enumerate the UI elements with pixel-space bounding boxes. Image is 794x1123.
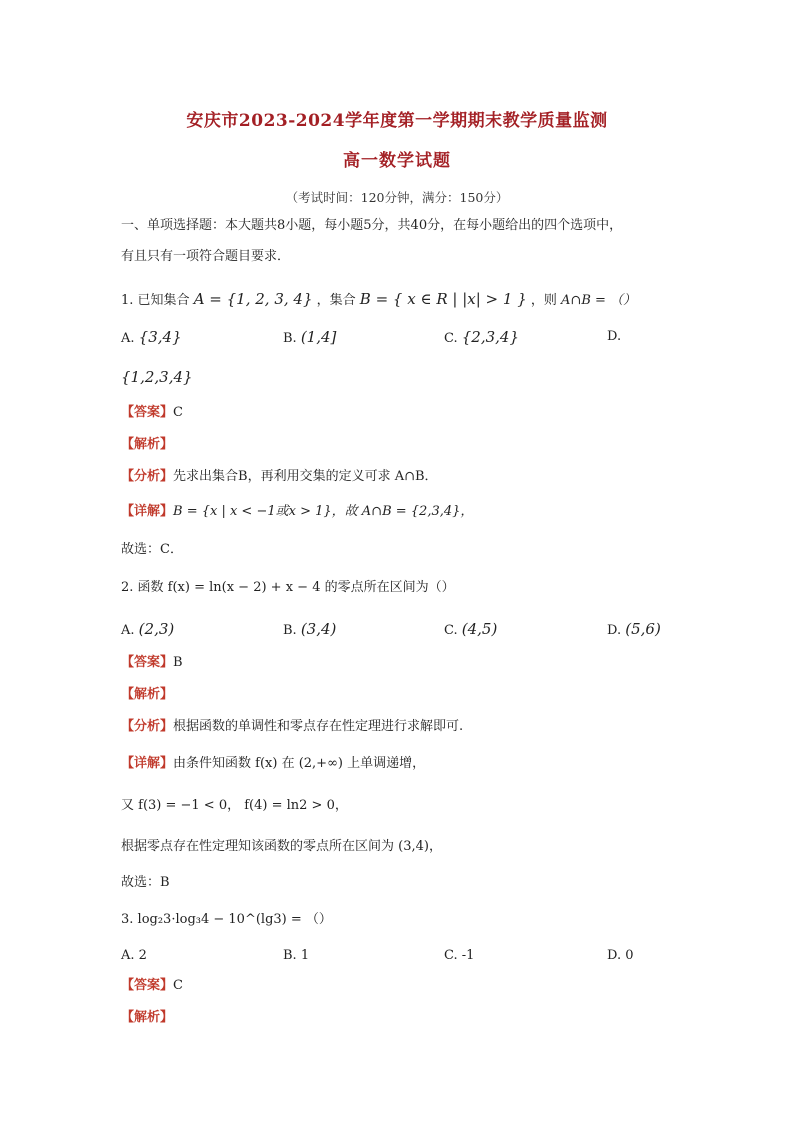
q1-analysis-tag <box>121 436 173 454</box>
option-value: {3,4} <box>138 328 182 346</box>
q1-set-a: A = {1, 2, 3, 4} <box>193 290 313 308</box>
exam-title: 安庆市2023-2024学年度第一学期期末教学质量监测 <box>186 111 608 131</box>
q1-option-d-value: {1,2,3,4} <box>121 368 193 386</box>
option-label: B. <box>283 948 297 963</box>
option-label: D. <box>607 948 622 963</box>
detail-text: 由条件知函数 f(x) 在 (2,+∞) 上单调递增， <box>173 756 426 771</box>
q1-detail <box>121 503 473 521</box>
q2-analysis-tag <box>121 686 173 704</box>
option-label: D. <box>607 623 622 638</box>
exam-subtitle: 高一数学试题 <box>343 151 451 171</box>
q1-suffix: ，则 <box>530 293 557 308</box>
answer-tag: 【答案】 <box>121 655 174 670</box>
q3-option-b <box>283 947 309 965</box>
option-label: A. <box>121 623 135 638</box>
option-label: B. <box>283 331 297 346</box>
option-value: (5,6) <box>625 620 661 638</box>
option-label: C. <box>444 948 458 963</box>
q2-option-b <box>283 620 336 640</box>
answer-value: B <box>173 655 183 670</box>
detail-tag: 【详解】 <box>121 756 174 771</box>
q1-set-b: B = { x ∈ R | |x| > 1 } <box>359 290 527 308</box>
q1-option-b <box>283 328 336 348</box>
option-value: (1,4] <box>300 328 337 346</box>
option-value: 0 <box>625 948 634 963</box>
detail-text: B = {x | x < −1或x > 1}，故 A∩B = {2,3,4}， <box>173 504 474 519</box>
option-value: -1 <box>461 948 475 963</box>
q2-fenxi <box>121 718 463 736</box>
q2-conclusion: 故选：B <box>121 875 170 890</box>
option-value: 1 <box>300 948 310 963</box>
detail-tag: 【详解】 <box>121 504 174 519</box>
option-value: 2 <box>138 948 147 963</box>
q2-detail <box>121 755 425 773</box>
q3-stem: 3. log₂3·log₃4 − 10^(lg3) = （） <box>121 912 332 927</box>
q3-option-c <box>444 947 474 965</box>
analysis-tag: 【解析】 <box>121 1010 174 1025</box>
q2-option-c <box>444 620 497 640</box>
exam-info: （考试时间：120分钟，满分：150分） <box>285 190 509 205</box>
q3-option-a <box>121 947 147 965</box>
option-label: A. <box>121 948 135 963</box>
answer-value: C <box>173 978 183 993</box>
section-heading-line2: 有且只有一项符合题目要求． <box>121 249 291 264</box>
q3-option-d <box>607 947 634 965</box>
option-value: (2,3) <box>138 620 175 638</box>
answer-tag: 【答案】 <box>121 978 174 993</box>
answer-value: C <box>173 405 183 420</box>
q1-option-c <box>444 328 519 348</box>
q1-conclusion: 故选：C． <box>121 542 183 557</box>
q2-answer <box>121 654 183 672</box>
option-label: D. <box>607 329 622 344</box>
q2-stem: 2. 函数 f(x) = ln(x − 2) + x − 4 的零点所在区间为（） <box>121 580 455 595</box>
q1-fenxi <box>121 468 438 486</box>
q2-detail2: 又 f(3) = −1 < 0， f(4) = ln2 > 0， <box>121 798 348 813</box>
fenxi-text: 先求出集合B，再利用交集的定义可求 A∩B． <box>173 469 438 484</box>
q2-detail3: 根据零点存在性定理知该函数的零点所在区间为 (3,4)， <box>121 839 442 854</box>
answer-tag: 【答案】 <box>121 405 174 420</box>
fenxi-tag: 【分析】 <box>121 719 174 734</box>
q1-option-d <box>607 328 621 346</box>
fenxi-tag: 【分析】 <box>121 469 174 484</box>
option-label: C. <box>444 623 458 638</box>
option-label: C. <box>444 331 458 346</box>
q3-analysis-tag <box>121 1009 173 1027</box>
option-value: (4,5) <box>461 620 498 638</box>
q1-answer <box>121 404 183 422</box>
q1-prefix: 1. 已知集合 <box>121 293 190 308</box>
q1-option-a <box>121 328 182 348</box>
fenxi-text: 根据函数的单调性和零点存在性定理进行求解即可. <box>173 719 464 734</box>
q1-ask: A∩B = （） <box>561 293 637 308</box>
analysis-tag: 【解析】 <box>121 687 174 702</box>
option-value: (3,4) <box>300 620 337 638</box>
q1-mid: ，集合 <box>316 293 356 308</box>
option-label: A. <box>121 331 135 346</box>
q2-option-d <box>607 620 661 640</box>
analysis-tag: 【解析】 <box>121 437 174 452</box>
option-label: B. <box>283 623 297 638</box>
q3-answer <box>121 977 183 995</box>
q2-option-a <box>121 620 174 640</box>
q1-stem <box>121 290 636 310</box>
option-value: {2,3,4} <box>461 328 520 346</box>
section-heading-line1: 一、单项选择题：本大题共8小题，每小题5分，共40分，在每小题给出的四个选项中， <box>121 218 623 233</box>
